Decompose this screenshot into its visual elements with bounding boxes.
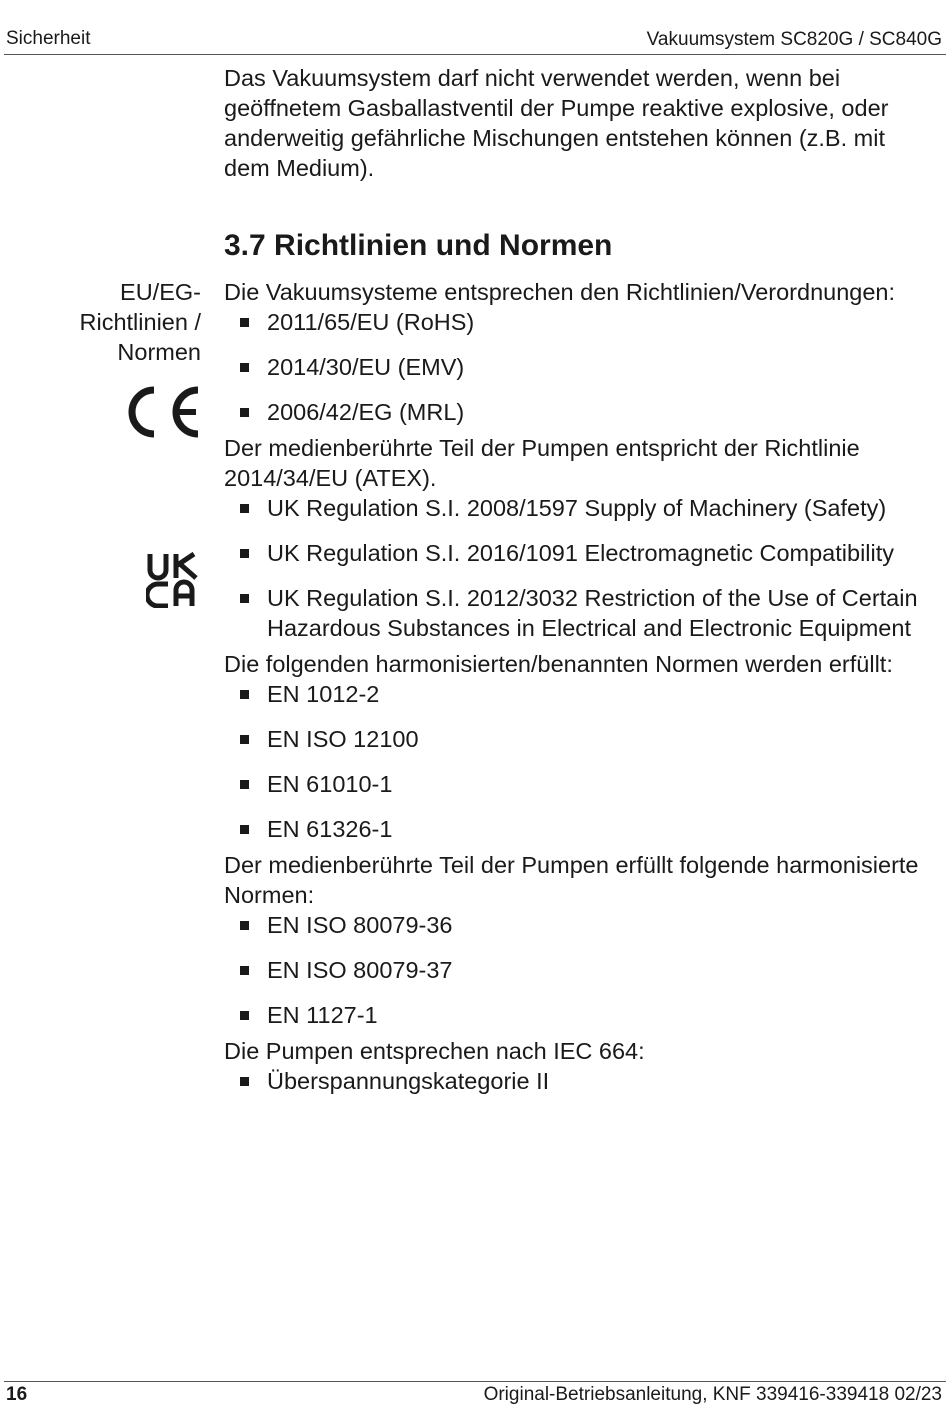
list-item: EN ISO 12100 [224, 724, 924, 754]
document-reference: Original-Betriebsanleitung, KNF 339416-339418 02/23 [483, 1384, 942, 1405]
header-divider [4, 54, 946, 55]
harmonized-list [224, 679, 924, 844]
directives-intro: Die Vakuumsysteme entsprechen den Richtlinien/Verordnungen: [224, 279, 896, 305]
header-section-title: Sicherheit [6, 28, 91, 49]
list-item: UK Regulation S.I. 2012/3032 Restriction of the Use of Certain Hazardous Substances in Electrical and Electronic Equipment [224, 583, 924, 643]
footer-divider [4, 1381, 946, 1382]
wetted-list [224, 910, 924, 1030]
list-item: UK Regulation S.I. 2016/1091 Electromagnetic Compatibility [224, 538, 924, 568]
list-item: Überspannungskategorie II [224, 1066, 924, 1096]
list-item: EN 1127-1 [224, 1000, 924, 1030]
margin-label-line: Richtlinien / [79, 309, 201, 335]
directives-list [224, 307, 924, 427]
wetted-intro: Der medienberührte Teil der Pumpen erfüllt folgende harmonisierte Normen: [224, 852, 919, 908]
iec-list [224, 1066, 924, 1096]
iec-intro: Die Pumpen entsprechen nach IEC 664: [224, 1038, 645, 1064]
list-item: EN ISO 80079-36 [224, 910, 924, 940]
header-product-title: Vakuumsystem SC820G / SC840G [646, 29, 942, 50]
list-item: EN 1012-2 [224, 679, 924, 709]
margin-label [80, 277, 201, 367]
page-number: 16 [6, 1384, 28, 1405]
section-body [224, 277, 924, 1096]
list-item: EN 61326-1 [224, 814, 924, 844]
harmonized-intro: Die folgenden harmonisierten/benannten Normen werden erfüllt: [224, 651, 893, 677]
section-heading: 3.7 Richtlinien und Normen [224, 229, 613, 262]
margin-label-line: Normen [117, 339, 201, 365]
list-item: EN 61010-1 [224, 769, 924, 799]
ukca-mark-icon [146, 552, 202, 608]
list-item: 2011/65/EU (RoHS) [224, 307, 924, 337]
ce-mark-icon [124, 384, 204, 440]
list-item: EN ISO 80079-37 [224, 955, 924, 985]
margin-label-line: EU/EG- [120, 279, 201, 305]
list-item: 2006/42/EG (MRL) [224, 397, 924, 427]
atex-paragraph: Der medienberührte Teil der Pumpen entspricht der Richtlinie 2014/34/EU (ATEX). [224, 435, 860, 491]
intro-paragraph: Das Vakuumsystem darf nicht verwendet werden, wenn bei geöffnetem Gasballastventil der Pumpe reaktive explosive, oder anderweitig gefährliche Mischungen entstehen können (z.B. mit dem Medium). [224, 65, 889, 181]
list-item: UK Regulation S.I. 2008/1597 Supply of Machinery (Safety) [224, 493, 924, 523]
list-item: 2014/30/EU (EMV) [224, 352, 924, 382]
uk-regulations-list [224, 493, 924, 643]
